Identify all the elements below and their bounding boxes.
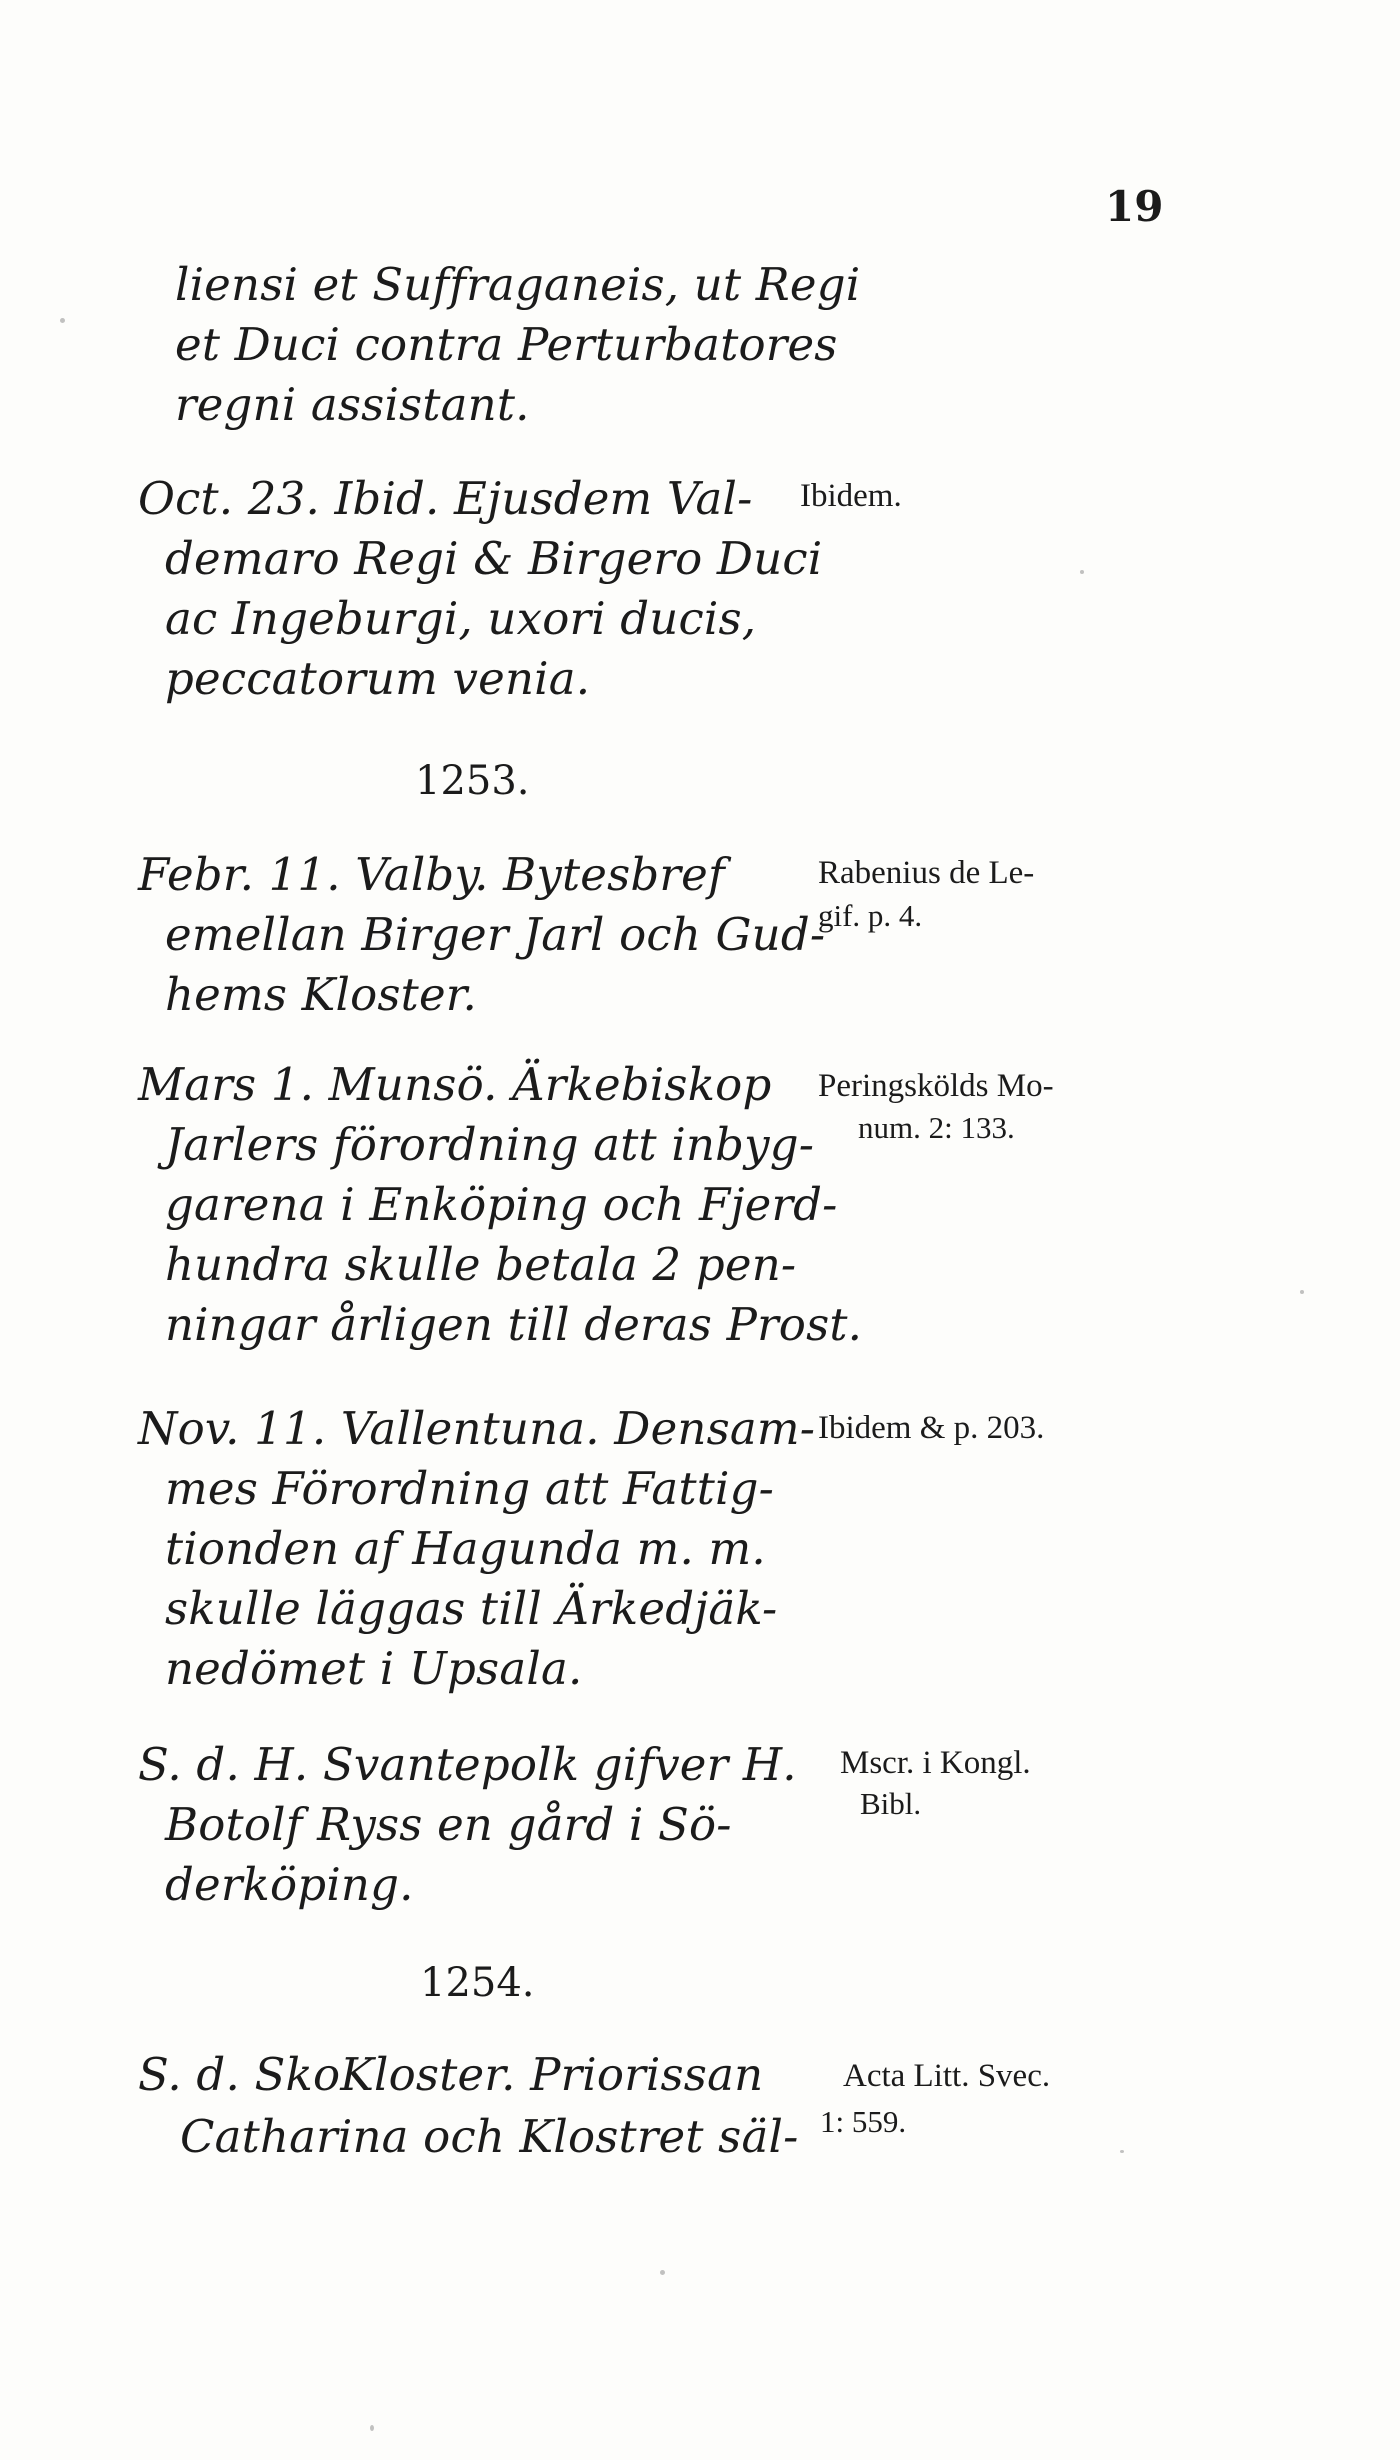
print-speck (1300, 1290, 1304, 1294)
entry-reference: num. 2: 133. (858, 1110, 1015, 1145)
entry-line: Jarlers förordning att inbyg- (165, 1118, 815, 1171)
entry-reference: Mscr. i Kongl. (840, 1745, 1031, 1781)
entry-line: Catharina och Klostret säl- (180, 2110, 799, 2163)
print-speck (1080, 570, 1084, 574)
entry-line: tionden af Hagunda m. m. (165, 1522, 766, 1575)
entry-line: hems Kloster. (165, 968, 478, 1021)
entry-line: demaro Regi & Birgero Duci (165, 532, 823, 585)
entry-line: S. d. SkoKloster. Priorissan (138, 2048, 764, 2101)
intro-line: liensi et Suffraganeis, ut Regi (175, 258, 861, 311)
entry-reference: Peringskölds Mo- (818, 1068, 1054, 1104)
entry-line: Febr. 11. Valby. Bytesbref (138, 848, 725, 901)
intro-line: et Duci contra Perturbatores (175, 318, 838, 371)
entry-line: Mars 1. Munsö. Ärkebiskop (138, 1058, 772, 1111)
entry-line: Oct. 23. Ibid. Ejusdem Val- (138, 472, 753, 525)
intro-line: regni assistant. (175, 378, 530, 431)
entry-line: nedömet i Upsala. (165, 1642, 583, 1695)
print-speck (60, 318, 65, 323)
entry-reference: Ibidem. (800, 478, 902, 514)
entry-reference: Ibidem & p. 203. (818, 1410, 1045, 1446)
page-number: 19 (1105, 182, 1164, 231)
entry-line: hundra skulle betala 2 pen- (165, 1238, 797, 1291)
year-heading: 1253. (415, 758, 530, 804)
entry-line: garena i Enköping och Fjerd- (165, 1178, 838, 1231)
entry-line: ac Ingeburgi, uxori ducis, (165, 592, 757, 645)
entry-reference: 1: 559. (820, 2104, 907, 2139)
entry-line: peccatorum venia. (165, 652, 591, 705)
entry-line: emellan Birger Jarl och Gud- (165, 908, 826, 961)
entry-reference: gif. p. 4. (818, 898, 923, 933)
entry-line: skulle läggas till Ärkedjäk- (165, 1582, 778, 1635)
entry-reference: Rabenius de Le- (818, 855, 1035, 891)
entry-reference: Acta Litt. Svec. (843, 2058, 1051, 2094)
entry-line: derköping. (165, 1858, 414, 1911)
entry-line: S. d. H. Svantepolk gifver H. (138, 1738, 797, 1791)
print-speck (370, 2425, 374, 2431)
print-speck (660, 2270, 665, 2275)
year-heading: 1254. (420, 1960, 535, 2006)
entry-reference: Bibl. (860, 1786, 922, 1821)
entry-line: ningar årligen till deras Prost. (165, 1298, 863, 1351)
print-speck (1120, 2150, 1124, 2153)
entry-line: mes Förordning att Fattig- (165, 1462, 775, 1515)
entry-line: Botolf Ryss en gård i Sö- (165, 1798, 732, 1851)
entry-line: Nov. 11. Vallentuna. Densam- (138, 1402, 816, 1455)
